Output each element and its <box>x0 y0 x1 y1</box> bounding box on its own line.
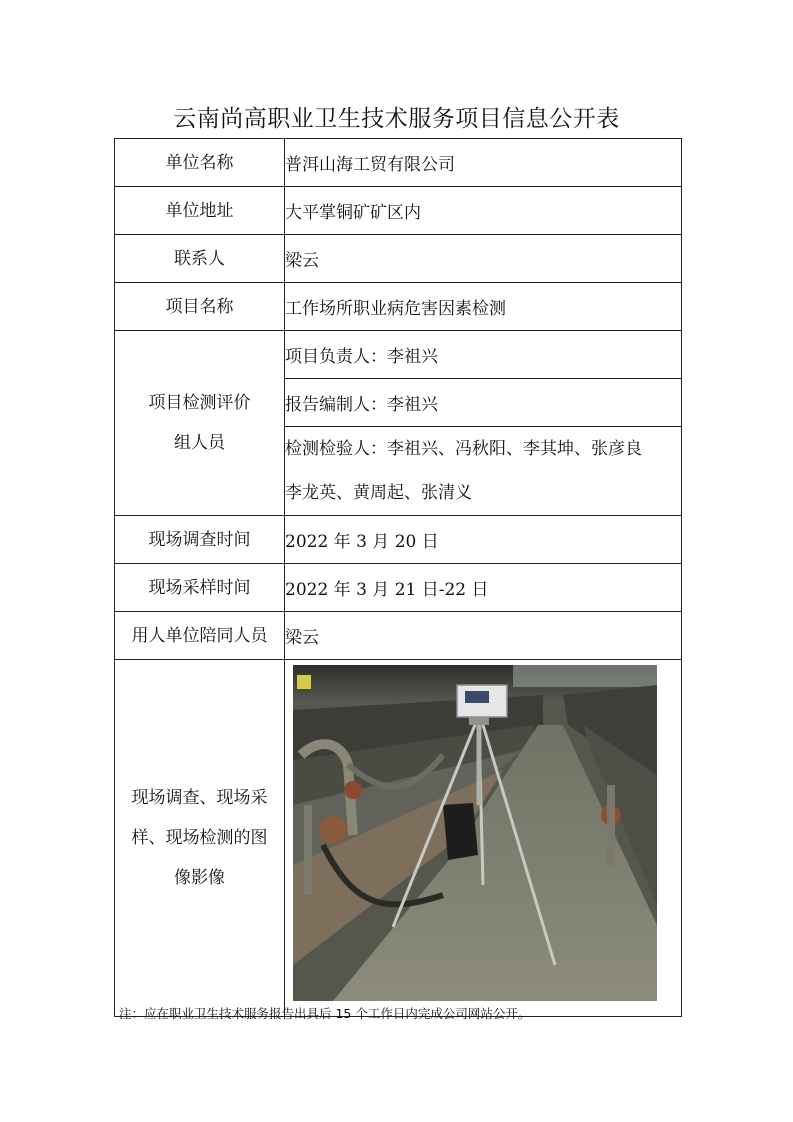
black-bag <box>443 803 478 860</box>
team-label-line2: 组人员 <box>174 433 225 453</box>
survey-time-value: 2022 年 3 月 20 日 <box>285 516 682 564</box>
row-unit-name <box>115 139 682 187</box>
row-unit-address <box>115 187 682 235</box>
unit-address-label: 单位地址 <box>115 187 285 235</box>
images-label-line2: 样、现场检测的图 <box>131 828 268 848</box>
contact-value: 梁云 <box>285 235 682 283</box>
row-survey-time <box>115 516 682 564</box>
footnote: 注：应在职业卫生技术服务报告出具后 15 个工作日内完成公司网站公开。 <box>119 1006 531 1021</box>
team-leader-value: 项目负责人：李祖兴 <box>285 331 682 379</box>
escort-value: 梁云 <box>285 612 682 660</box>
row-escort <box>115 612 682 660</box>
images-cell <box>285 660 682 1017</box>
images-label <box>115 660 285 1017</box>
row-images <box>115 660 682 1017</box>
sampler-display <box>465 691 489 703</box>
project-name-label: 项目名称 <box>115 283 285 331</box>
project-name-value: 工作场所职业病危害因素检测 <box>285 283 682 331</box>
page-title: 云南尚高职业卫生技术服务项目信息公开表 <box>173 106 620 132</box>
unit-name-value: 普洱山海工贸有限公司 <box>285 139 682 187</box>
sampler-mount <box>469 717 489 725</box>
report-author-value: 报告编制人：李祖兴 <box>285 379 682 427</box>
inspectors-line1: 检测检验人：李祖兴、冯秋阳、李其坤、张彦良 <box>285 439 642 459</box>
unit-name-label: 单位名称 <box>115 139 285 187</box>
inspectors-value <box>285 427 682 516</box>
row-team-leader <box>115 331 682 379</box>
valve-left <box>344 781 362 799</box>
row-sampling-time <box>115 564 682 612</box>
roof-light <box>513 665 657 687</box>
sampling-time-label: 现场采样时间 <box>115 564 285 612</box>
sampling-time-value: 2022 年 3 月 21 日-22 日 <box>285 564 682 612</box>
row-project-name <box>115 283 682 331</box>
images-label-line3: 像影像 <box>174 868 225 888</box>
team-label-line1: 项目检测评价 <box>148 393 251 413</box>
unit-address-value: 大平掌铜矿矿区内 <box>285 187 682 235</box>
contact-label: 联系人 <box>115 235 285 283</box>
flange-left <box>319 816 347 844</box>
info-table <box>114 138 682 1017</box>
team-label <box>115 331 285 516</box>
survey-time-label: 现场调查时间 <box>115 516 285 564</box>
inspectors-line2: 李龙英、黄周起、张清义 <box>285 483 472 503</box>
sign-left <box>297 675 311 689</box>
row-contact <box>115 235 682 283</box>
images-label-line1: 现场调查、现场采 <box>131 788 268 808</box>
site-photo <box>293 665 657 1001</box>
escort-label: 用人单位陪同人员 <box>115 612 285 660</box>
